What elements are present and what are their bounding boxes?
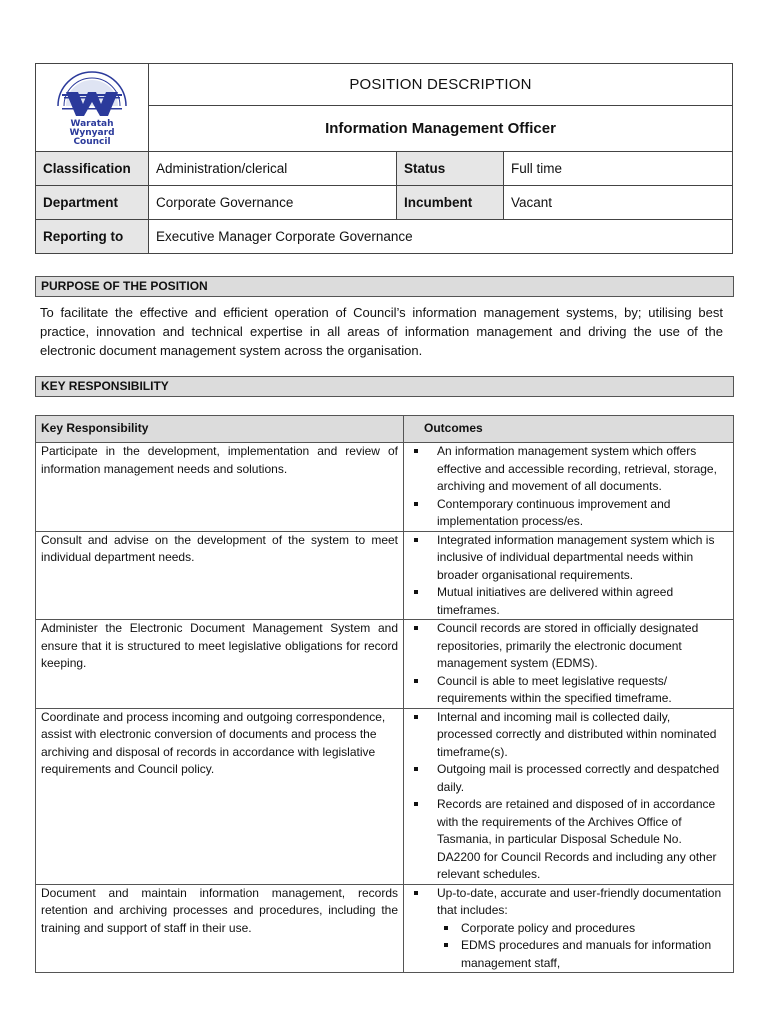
position-title: Information Management Officer <box>149 105 733 151</box>
responsibility-text: Coordinate and process incoming and outgoing correspondence, assist with electronic conversion of documents and process the archiving and disposal of records in accordance with legislative requirements and Council policy. <box>36 708 404 884</box>
sub-outcome-item: Corporate policy and procedures <box>437 920 728 938</box>
outcome-item: Council is able to meet legislative requests/ requirements within the specified timeframe. <box>408 673 728 708</box>
outcome-item: Outgoing mail is processed correctly and despatched daily. <box>408 761 728 796</box>
table-row <box>36 884 734 973</box>
council-logo <box>36 64 149 152</box>
table-row <box>36 708 734 884</box>
sub-outcome-item: EDMS procedures and manuals for information management staff, <box>437 937 728 972</box>
document-title: POSITION DESCRIPTION <box>149 64 733 106</box>
outcome-item: An information management system which offers effective and accessible recording, retrieval, storage, archiving and movement of all documents. <box>408 443 728 496</box>
svg-text:Council: Council <box>73 137 111 147</box>
table-row <box>36 620 734 709</box>
reporting-label: Reporting to <box>36 220 149 254</box>
table-row <box>36 443 734 532</box>
outcomes-cell <box>404 884 734 973</box>
purpose-text: To facilitate the effective and efficient operation of Council’s information management systems, by; utilising best practice, innovation and technical expertise in all areas of information management and driving the use of the electronic document management system across the organisation. <box>40 305 723 358</box>
responsibility-text: Consult and advise on the development of the system to meet individual department needs. <box>36 531 404 620</box>
outcome-item: Council records are stored in officially designated repositories, primarily the electronic document management system (EDMS). <box>408 620 728 673</box>
outcome-item: Mutual initiatives are delivered within agreed timeframes. <box>408 584 728 619</box>
outcome-item-text: Up-to-date, accurate and user-friendly documentation that includes: <box>437 885 722 917</box>
outcomes-cell <box>404 531 734 620</box>
svg-text:Waratah: Waratah <box>70 119 114 129</box>
column-header-outcomes: Outcomes <box>404 416 734 443</box>
outcome-item: Integrated information management system which is inclusive of individual departmental needs within broader organisational requirements. <box>408 532 728 585</box>
department-value: Corporate Governance <box>149 186 397 220</box>
incumbent-label: Incumbent <box>397 186 504 220</box>
outcome-item: Internal and incoming mail is collected daily, processed correctly and distributed within nominated timeframe(s). <box>408 709 728 762</box>
responsibility-text: Participate in the development, implementation and review of information management needs and solutions. <box>36 443 404 532</box>
waratah-logo-icon <box>52 64 132 148</box>
column-header-key-responsibility: Key Responsibility <box>36 416 404 443</box>
purpose-heading: PURPOSE OF THE POSITION <box>35 276 734 297</box>
outcomes-cell <box>404 708 734 884</box>
outcomes-cell <box>404 443 734 532</box>
incumbent-value: Vacant <box>504 186 733 220</box>
responsibility-text: Document and maintain information management, records retention and archiving processes and procedures, including the training and support of staff in their use. <box>36 884 404 973</box>
table-row <box>36 531 734 620</box>
outcomes-cell <box>404 620 734 709</box>
responsibility-text: Administer the Electronic Document Management System and ensure that it is structured to meet legislative obligations for record keeping. <box>36 620 404 709</box>
outcome-item: Records are retained and disposed of in accordance with the requirements of the Archives Office of Tasmania, in particular Disposal Schedule No. DA2200 for Council Records and including any other relevant schedules. <box>408 796 728 884</box>
key-responsibility-heading: KEY RESPONSIBILITY <box>35 376 734 397</box>
svg-text:Wynyard: Wynyard <box>69 128 115 138</box>
reporting-value: Executive Manager Corporate Governance <box>149 220 733 254</box>
outcome-item <box>408 885 728 973</box>
header-table <box>35 63 733 254</box>
responsibilities-table <box>35 415 734 973</box>
classification-label: Classification <box>36 152 149 186</box>
outcome-item: Contemporary continuous improvement and implementation process/es. <box>408 496 728 531</box>
classification-value: Administration/clerical <box>149 152 397 186</box>
status-label: Status <box>397 152 504 186</box>
status-value: Full time <box>504 152 733 186</box>
department-label: Department <box>36 186 149 220</box>
